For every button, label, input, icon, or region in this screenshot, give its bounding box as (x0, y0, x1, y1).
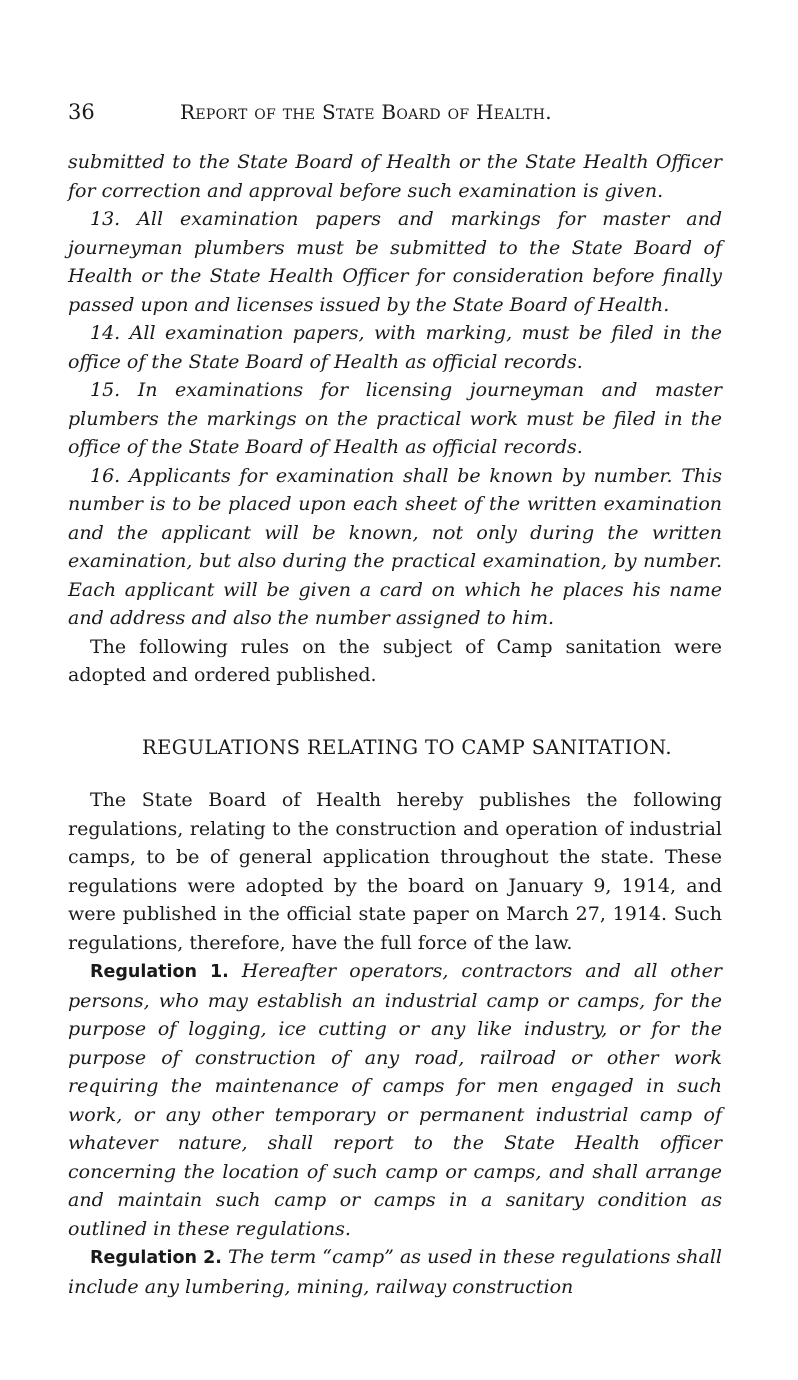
rule-13: 13. All examination papers and markings for master and journeyman plumbers must be submitted to the State Board of Health or the State Health Officer for consideration before finally passed upon and licenses issued by the State Board of Health. (68, 208, 722, 316)
regulation-2 (68, 1243, 722, 1301)
regulation-1-text: Hereafter operators, contractors and all other persons, who may establish an industrial camp or camps, for the purpose of logging, ice cutting or any like industry, or for the purpose of construction of any road, railroad or other work requiring the maintenance of camps for men engaged in such work, or any other temporary or permanent industrial camp of whatever nature, shall report to the State Health officer concerning the location of such camp or camps, and shall arrange and maintain such camp or camps in a sanitary condition as outlined in these regulations. (68, 960, 723, 1240)
rule-14: 14. All examination papers, with marking, must be filed in the office of the State Board of Health as official records. (68, 322, 722, 373)
section-spacer (68, 690, 722, 734)
rule-continuation: submitted to the State Board of Health or the State Health Officer for correction and approval before such examination is given. (68, 151, 722, 202)
regulation-1-label: Regulation 1. (90, 962, 229, 982)
page-number: 36 (68, 100, 95, 124)
section-title: REGULATIONS RELATING TO CAMP SANITATION. (142, 735, 672, 759)
page-body (68, 148, 722, 1301)
regulation-1 (68, 957, 722, 1243)
regulation-2-text: The term “camp” as used in these regulations shall include any lumbering, mining, railway construction (68, 1246, 722, 1298)
intro-paragraph: The State Board of Health hereby publishes the following regulations, relating to the construction and operation of industrial camps, to be of general application throughout the state. These regulations were adopted by the board on January 9, 1914, and were published in the official state paper on March 27, 1914. Such regulations, therefore, have the full force of the law. (68, 789, 722, 954)
page-header (68, 100, 722, 130)
regulation-2-label: Regulation 2. (90, 1248, 222, 1268)
rule-16: 16. Applicants for examination shall be known by number. This number is to be placed upon each sheet of the written examination and the applicant will be known, not only during the written examination, but also during the practical examination, by number. Each applicant will be given a card on which he places his name and address and also the number assigned to him. (68, 464, 722, 629)
closing-paragraph: The following rules on the subject of Camp sanitation were adopted and ordered published. (68, 635, 722, 686)
rule-15: 15. In examinations for licensing journeyman and master plumbers the markings on the practical work must be filed in the office of the State Board of Health as official records. (68, 379, 722, 458)
running-title: Report of the State Board of Health. (180, 100, 552, 124)
